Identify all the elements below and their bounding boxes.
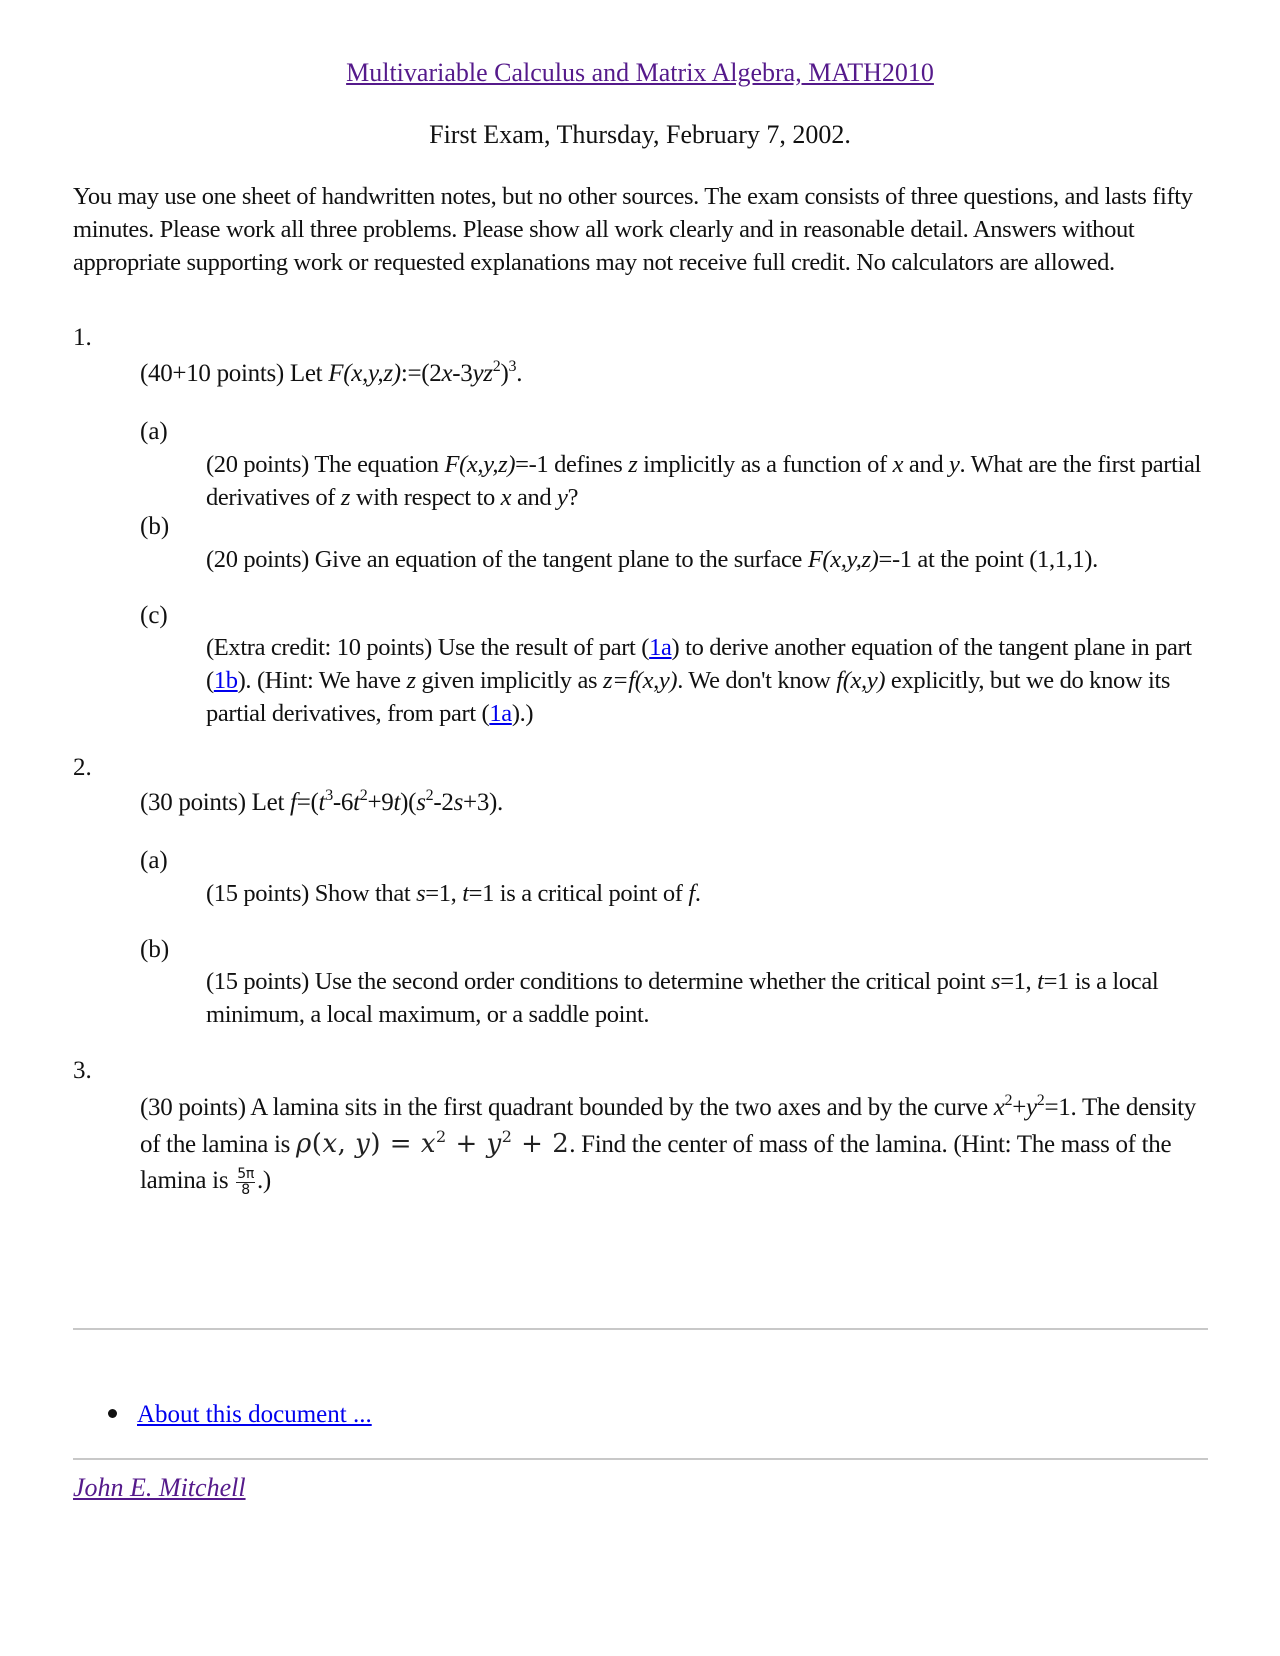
question-1a-text: (20 points) The equation F(x,y,z)=-1 defines z implicitly as a function of x and y. What are the first partial derivatives of z with respect to x and y? xyxy=(206,451,1201,511)
question-1a-label: (a) xyxy=(140,418,168,445)
about-list-item xyxy=(108,1399,372,1431)
question-2a-label: (a) xyxy=(140,847,168,874)
course-title xyxy=(0,56,1280,90)
instructions-paragraph: You may use one sheet of handwritten notes, but no other sources. The exam consists of three questions, and lasts fifty minutes. Please work all three problems. Please show all work clearly and in reasonable detail. Answers without appropriate supporting work or requested explanations may not receive full credit. No calculators are allowed. xyxy=(73,183,1193,276)
mass-fraction: $\frac{5\pi}{8}$ xyxy=(237,1165,254,1198)
part-1a-link[interactable]: 1a xyxy=(649,634,672,661)
question-2b-text: (15 points) Use the second order conditions to determine whether the critical point s=1, t=1 is a local minimum, a local maximum, or a saddle point. xyxy=(206,968,1159,1028)
question-2-stem: (30 points) Let $f=(t^3-6t^2+9t)(s^2-2s+3)$. xyxy=(140,787,503,816)
question-2-number: 2. xyxy=(73,754,92,781)
divider-bottom xyxy=(73,1458,1208,1460)
question-2a-text: (15 points) Show that s=1, t=1 is a critical point of f. xyxy=(206,880,701,907)
part-1a-link-2[interactable]: 1a xyxy=(489,700,512,727)
question-1b-label: (b) xyxy=(140,513,170,540)
question-2b-label: (b) xyxy=(140,936,170,963)
part-1b-link[interactable]: 1b xyxy=(213,667,238,694)
author-signature xyxy=(73,1472,246,1504)
question-1c-text: (Extra credit: 10 points) Use the result of part (1a) to derive another equation of the tangent plane in part (1b). (Hint: We have z given implicitly as z=f(x,y). We don't know f(x,y) explicitly, but we do know its partial derivatives, from part (1a).) xyxy=(206,634,1192,727)
author-link[interactable]: John E. Mitchell xyxy=(73,1473,246,1502)
question-1-number: 1. xyxy=(73,324,92,351)
about-document-link[interactable]: About this document ... xyxy=(137,1401,372,1428)
bullet-icon xyxy=(108,1409,117,1418)
question-3-number: 3. xyxy=(73,1057,92,1084)
question-1-stem: (40+10 points) Let $F(x,y,z):=(2x-3yz^2)^3$. xyxy=(140,358,523,387)
density-formula: ρ(x, $y) = x^2 + y^2 + 2$ xyxy=(295,1127,570,1159)
course-title-link[interactable]: Multivariable Calculus and Matrix Algebra, MATH2010 xyxy=(346,58,934,87)
exam-info: First Exam, Thursday, February 7, 2002. xyxy=(429,120,851,149)
question-1c-label: (c) xyxy=(140,602,168,629)
question-1b-text: (20 points) Give an equation of the tangent plane to the surface F(x,y,z)=-1 at the point (1,1,1). xyxy=(206,546,1098,573)
question-3-text: (30 points) A lamina sits in the first quadrant bounded by the two axes and by the curve $x^2+y^2=1$. The density of the lamina is ρ(x, $y) = x^2 + y^2 + 2$. Find the center of mass of the lamina. (Hint: The mass of the lamina is $\frac{5\pi}{8}$ .) xyxy=(140,1092,1196,1198)
divider-top xyxy=(73,1328,1208,1330)
